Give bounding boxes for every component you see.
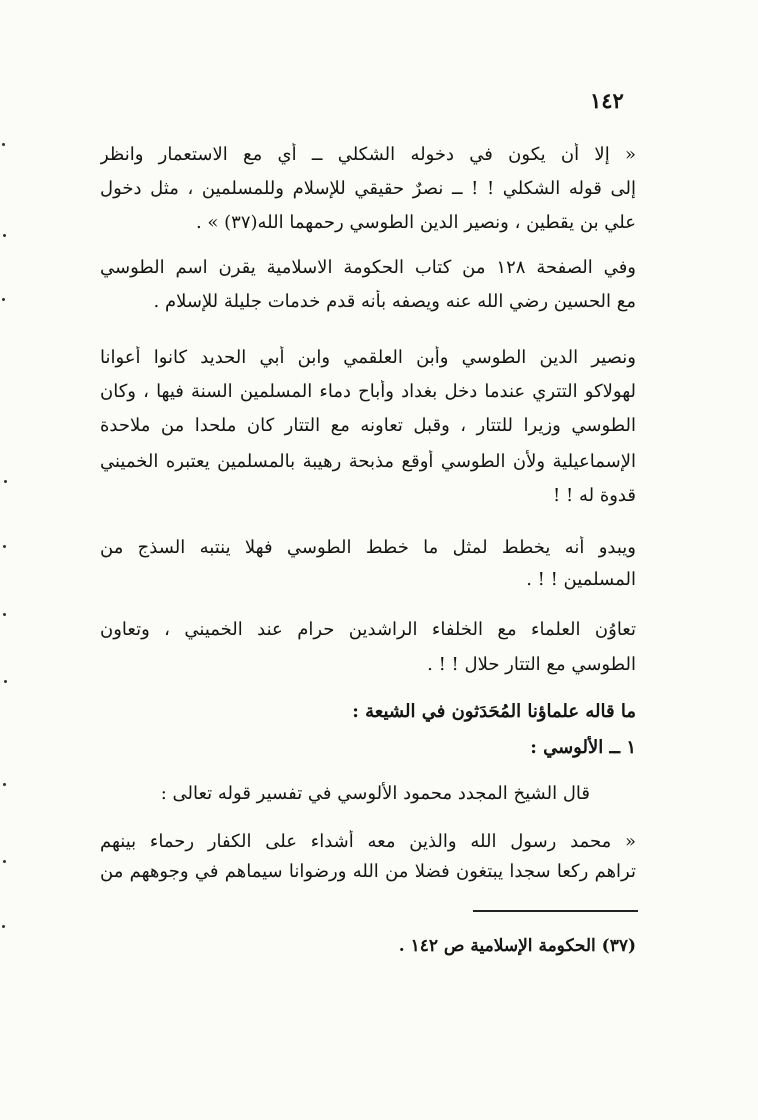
text-line-14: الطوسي مع التتار حلال ! ! . (427, 654, 636, 675)
margin-speck (3, 545, 6, 548)
text-line-10: قدوة له ! ! (553, 485, 636, 506)
text-line-11: ويبدو أنه يخطط لمثل ما خطط الطوسي فهلا ينتبه السذج من (100, 537, 636, 558)
text-line-19: تراهم ركعا سجدا يبتغون فضلا من الله ورضوانا سيماهم في وجوههم من (100, 861, 636, 882)
margin-speck (3, 613, 6, 616)
text-line-12: المسلمين ! ! . (526, 569, 636, 590)
text-line-8: الطوسي وزيرا للتتار ، وقبل تعاونه مع التتار كان ملحدا من ملاحدة (100, 415, 636, 436)
margin-speck (2, 925, 5, 928)
text-line-6: ونصير الدين الطوسي وأبن العلقمي وابن أبي الحديد كانوا أعوانا (100, 347, 636, 368)
margin-speck (4, 680, 7, 683)
text-line-13: تعاوُن العلماء مع الخلفاء الراشدين حرام عند الخميني ، وتعاون (100, 619, 636, 640)
footnote-rule (473, 910, 638, 912)
text-line-5: مع الحسين رضي الله عنه ويصفه بأنه قدم خدمات جليلة للإسلام . (153, 291, 636, 312)
margin-speck (2, 143, 5, 146)
text-line-17: قال الشيخ المجدد محمود الألوسي في تفسير قوله تعالى : (160, 783, 590, 804)
text-line-2: إلى قوله الشكلي ! ! ــ نصرٌ حقيقي للإسلام وللمسلمين ، مثل دخول (100, 178, 636, 199)
page-number: ١٤٢ (590, 88, 624, 113)
footnote: (٣٧) الحكومة الإسلامية ص ١٤٢ . (398, 936, 636, 956)
text-line-7: لهولاكو التتري عندما دخل بغداد وأباح دماء المسلمين السنة فيها ، وكان (100, 381, 636, 402)
text-line-4: وفي الصفحة ١٢٨ من كتاب الحكومة الاسلامية يقرن اسم الطوسي (100, 257, 636, 278)
subheading-alusi: ١ ــ الألوسي : (530, 737, 636, 758)
text-line-1: « إلا أن يكون في دخوله الشكلي ــ أي مع الاستعمار وانظر (100, 144, 636, 165)
margin-speck (3, 234, 6, 237)
margin-speck (4, 480, 7, 483)
text-line-9: الإسماعيلية ولأن الطوسي أوقع مذبحة رهيبة بالمسلمين يعتبره الخميني (100, 451, 636, 472)
section-heading: ما قاله علماؤنا المُحَدَثون في الشيعة : (352, 701, 636, 722)
text-line-18: « محمد رسول الله والذين معه أشداء على الكفار رحماء بينهم (100, 831, 636, 852)
margin-speck (3, 783, 6, 786)
margin-speck (3, 860, 6, 863)
margin-speck (2, 298, 5, 301)
text-line-3: علي بن يقطين ، ونصير الدين الطوسي رحمهما الله(٣٧) » . (195, 212, 636, 233)
